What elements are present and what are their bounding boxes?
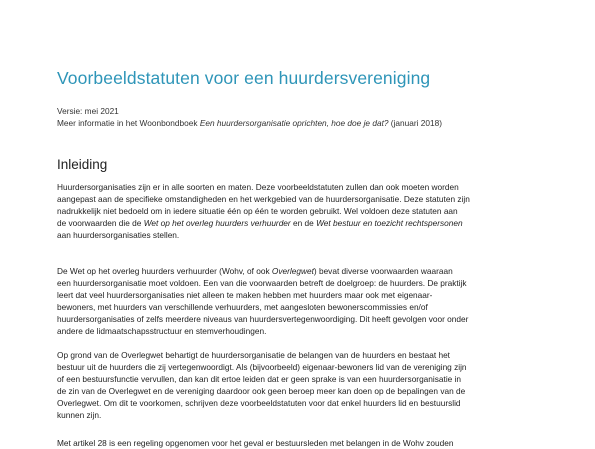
paragraph-line: huurdersorganisaties of zelfs meerdere niveaus van huurdersvertegenwoordiging. Dit heeft gevolgen voor onder xyxy=(57,314,469,325)
paragraph-4 xyxy=(57,437,567,449)
info-suffix: (januari 2018) xyxy=(388,117,443,128)
section-heading: Inleiding xyxy=(57,157,108,172)
paragraph-line: leert dat veel huurdersorganisaties niet alleen te maken hebben met huurders maar ook met eigenaar- xyxy=(57,290,433,301)
version-line: Versie: mei 2021 xyxy=(57,106,119,116)
paragraph-3 xyxy=(57,349,567,422)
paragraph-line: nadrukkelijk niet bedoeld om in iedere situatie één op één te worden gebruikt. Wel voldoen deze statuten aan xyxy=(57,206,458,217)
law-name: Wet bestuur en toezicht rechtspersonen xyxy=(316,218,463,229)
paragraph-line: andere de lidmaatschapsstructuur en stemverhoudingen. xyxy=(57,326,267,337)
paragraph-line: Met artikel 28 is een regeling opgenomen voor het geval er bestuursleden met belangen in de Wohv zouden xyxy=(57,438,454,448)
paragraph-line: kunnen zijn. xyxy=(57,410,102,421)
info-line xyxy=(57,118,442,130)
paragraph-line: of een bestuursfunctie vervullen, dan kan dit ertoe leiden dat er geen sprake is van een huurdersorganisatie in xyxy=(57,374,462,385)
paragraph-line: aan huurdersorganisaties stellen. xyxy=(57,230,180,241)
paragraph-line: de zin van de Overlegwet en de vereniging daardoor ook geen beroep meer kan doen op de bepalingen van de xyxy=(57,386,466,397)
paragraph-line: Huurdersorganisaties zijn er in alle soorten en maten. Deze voorbeeldstatuten zullen dan ook moeten worden xyxy=(57,182,459,192)
document-title: Voorbeeldstatuten voor een huurdersvereniging xyxy=(57,68,431,88)
text-run: De Wet op het overleg huurders verhuurder (Wohv, of ook xyxy=(57,266,272,276)
document-meta xyxy=(57,106,442,129)
paragraph-line: bestuur uit de huurders die zij vertegenwoordigt. Als (bijvoorbeeld) eigenaar-bewoners lid van de vereniging zijn xyxy=(57,362,467,373)
paragraph-line: aangepast aan de specifieke omstandigheden en het werkgebied van de huurdersorganisatie. Deze statuten zijn xyxy=(57,194,470,205)
paragraph-2 xyxy=(57,265,567,338)
paragraph-line xyxy=(57,265,567,277)
paragraph-line: een huurdersorganisatie moet voldoen. Een van die voorwaarden betreft de doelgroep: de huurders. De praktijk xyxy=(57,278,467,289)
paragraph-line: Op grond van de Overlegwet behartigt de huurdersorganisatie de belangen van de huurders en bestaat het xyxy=(57,350,450,360)
paragraph-1 xyxy=(57,181,567,241)
paragraph-line xyxy=(57,217,567,229)
info-prefix: Meer informatie in het Woonbondboek xyxy=(57,117,200,128)
paragraph-line: bewoners, met huurders van verschillende verhuurders, met aangesloten bewonerscommissies en/of xyxy=(57,302,428,313)
info-book-title: Een huurdersorganisatie oprichten, hoe doe je dat? xyxy=(199,117,389,128)
text-run: de voorwaarden die de xyxy=(57,218,144,229)
law-name: Wet op het overleg huurders verhuurder xyxy=(143,218,291,229)
law-short-name: Overlegwet xyxy=(271,266,314,276)
paragraph-line: Overlegwet. Om dit te voorkomen, schrijven deze voorbeeldstatuten voor dat enkel huurders lid en bestuurslid xyxy=(57,398,461,409)
text-run: ) bevat diverse voorwaarden waaraan xyxy=(313,266,453,276)
text-run: en de xyxy=(290,218,317,229)
